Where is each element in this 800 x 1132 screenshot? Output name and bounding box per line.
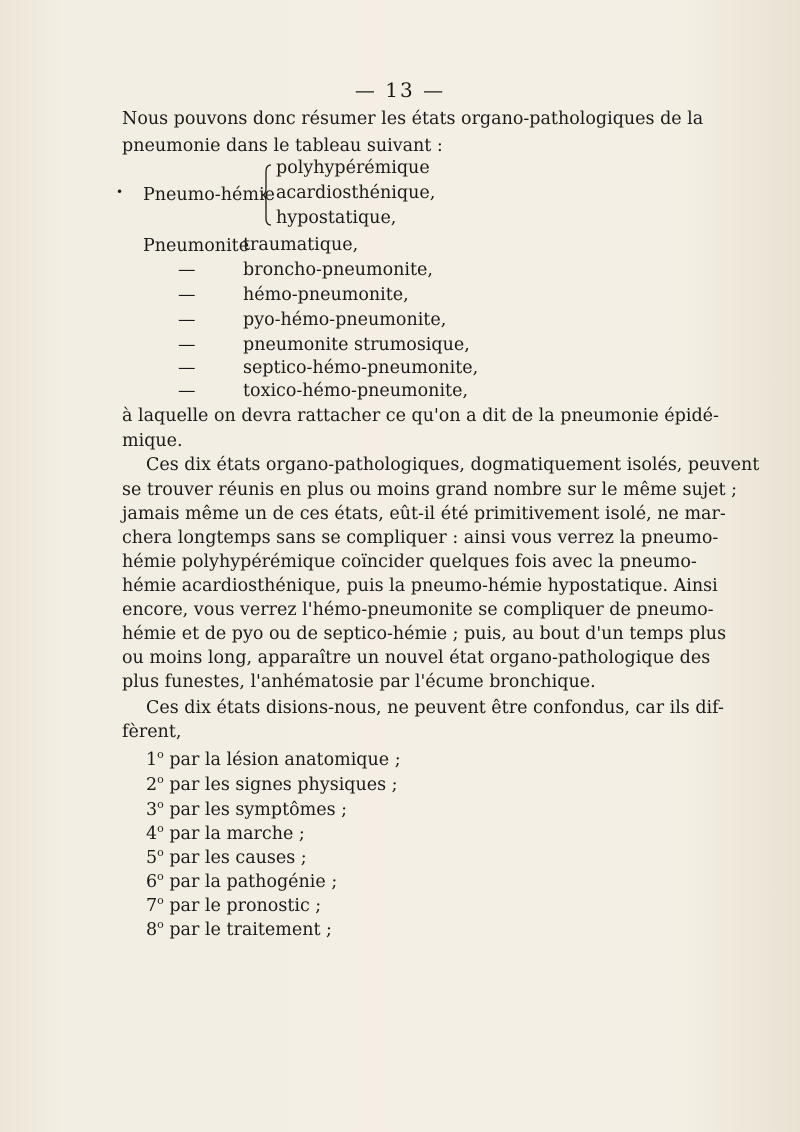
paragraph-1-line: se trouver réunis en plus ou moins grand nombre sur le même sujet ; — [122, 480, 738, 500]
paragraph-1-line: encore, vous verrez l'hémo-pneumonite se compliquer de pneumo- — [122, 600, 714, 620]
paragraph-1-line: hémie acardiosthénique, puis la pneumo-hémie hypostatique. Ainsi — [122, 576, 718, 596]
paragraph-1-line: hémie et de pyo ou de septico-hémie ; puis, au bout d'un temps plus — [122, 624, 727, 644]
intro-line-1: Nous pouvons donc résumer les états organo-pathologiques de la — [122, 109, 704, 129]
list-item: 3$^o$ par les symptômes ; — [146, 798, 348, 820]
bullet-mark: • — [116, 185, 124, 199]
paragraph-2-line: fèrent, — [122, 722, 182, 742]
pneumonite-first: traumatique, — [243, 235, 359, 255]
list-item: 4$^o$ par la marche ; — [146, 822, 305, 844]
ditto-dash: — — [178, 335, 196, 355]
page-number: — 13 — — [354, 78, 446, 102]
paragraph-1-line: Ces dix états organo-pathologiques, dogmatiquement isolés, peuvent — [146, 455, 760, 475]
ditto-dash: — — [178, 310, 196, 330]
curly-brace-icon — [262, 164, 272, 226]
paragraph-1-line: jamais même un de ces états, eût-il été primitivement isolé, ne mar- — [122, 504, 726, 524]
paragraph-1-line: plus funestes, l'anhématosie par l'écume bronchique. — [122, 672, 596, 692]
pneumo-hemie-item: polyhypérémique — [276, 158, 430, 178]
paragraph-1-line: hémie polyhypérémique coïncider quelques fois avec la pneumo- — [122, 552, 697, 572]
pneumo-hemie-item: acardiosthénique, — [276, 183, 436, 203]
pneumonite-label: Pneumonite — [143, 236, 250, 256]
intro-line-2: pneumonie dans le tableau suivant : — [122, 136, 443, 156]
epidemic-line-2: mique. — [122, 431, 183, 451]
pneumonite-item: pneumonite strumosique, — [243, 335, 470, 355]
ditto-dash: — — [178, 381, 196, 401]
pneumonite-item: septico-hémo-pneumonite, — [243, 358, 479, 378]
list-item: 6$^o$ par la pathogénie ; — [146, 870, 338, 892]
list-item: 2$^o$ par les signes physiques ; — [146, 773, 398, 795]
list-item: 1$^o$ par la lésion anatomique ; — [146, 748, 401, 770]
ditto-dash: — — [178, 285, 196, 305]
paragraph-1-line: ou moins long, apparaître un nouvel état organo-pathologique des — [122, 648, 711, 668]
list-item: 8$^o$ par le traitement ; — [146, 918, 332, 940]
list-item: 7$^o$ par le pronostic ; — [146, 894, 322, 916]
pneumonite-item: hémo-pneumonite, — [243, 285, 409, 305]
paragraph-1-line: chera longtemps sans se compliquer : ainsi vous verrez la pneumo- — [122, 528, 719, 548]
pneumonite-item: pyo-hémo-pneumonite, — [243, 310, 447, 330]
epidemic-line-1: à laquelle on devra rattacher ce qu'on a dit de la pneumonie épidé- — [122, 406, 719, 426]
pneumonite-item: toxico-hémo-pneumonite, — [243, 381, 469, 401]
pneumo-hemie-item: hypostatique, — [276, 208, 397, 228]
list-item: 5$^o$ par les causes ; — [146, 846, 307, 868]
ditto-dash: — — [178, 260, 196, 280]
pneumo-hemie-label: Pneumo-hémie — [143, 185, 275, 205]
paragraph-2-line: Ces dix états disions-nous, ne peuvent être confondus, car ils dif- — [146, 698, 724, 718]
pneumonite-item: broncho-pneumonite, — [243, 260, 433, 280]
ditto-dash: — — [178, 358, 196, 378]
